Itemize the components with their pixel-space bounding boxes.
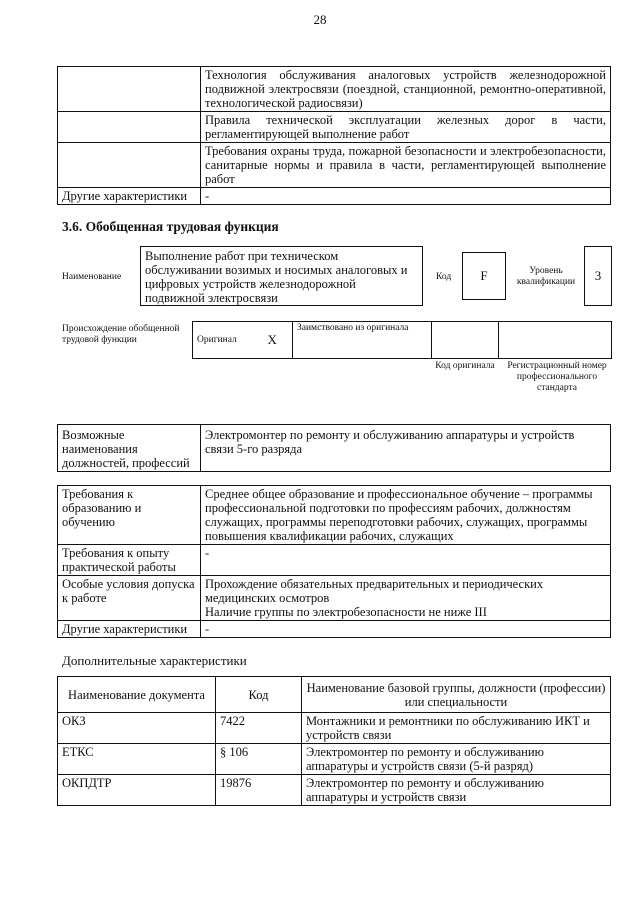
table-cell: § 106 [216, 744, 302, 775]
table-row [58, 486, 611, 545]
reg-number-caption: Регистрационный номер профессионального стандарта [507, 361, 607, 393]
additional-table [57, 676, 611, 806]
table-row [58, 775, 611, 806]
section-title: 3.6. Обобщенная трудовая функция [62, 219, 279, 234]
table-cell: Требования к опыту практической работы [58, 545, 201, 576]
table-cell: ЕТКС [58, 744, 216, 775]
table-cell: Правила технической эксплуатации железных дорог в части, регламентирующей выполнение работ [201, 112, 611, 143]
table-cell: - [201, 621, 611, 638]
table-cell: Требования к образованию и обучению [58, 486, 201, 545]
table-cell: Требования охраны труда, пожарной безопасности и электробезопасности, санитарные нормы и правила в части, регламентирующей выполнение работ [201, 143, 611, 188]
table-cell: Особые условия допуска к работе [58, 576, 201, 621]
table-cell: - [201, 188, 611, 205]
table-cell: Электромонтер по ремонту и обслуживанию аппаратуры и устройств связи [302, 775, 611, 806]
table-cell: Другие характеристики [58, 188, 201, 205]
table-row [193, 322, 612, 359]
table-row [58, 576, 611, 621]
page-number: 28 [313, 12, 327, 27]
table-row [58, 143, 611, 188]
original-mark: X [253, 322, 293, 359]
requirement-text: Прохождение обязательных предварительных и периодических медицинских осмотров [205, 577, 544, 605]
code-original-cell [432, 322, 499, 359]
table-cell: Монтажники и ремонтники по обслуживанию ИКТ и устройств связи [302, 713, 611, 744]
level-label: Уровень квалификации [516, 266, 576, 287]
table-row [58, 188, 611, 205]
table-cell: Электромонтер по ремонту и обслуживанию аппаратуры и устройств связи (5-й разряд) [302, 744, 611, 775]
table-row [58, 425, 611, 472]
table-cell: ОКПДТР [58, 775, 216, 806]
table-cell: Технология обслуживания аналоговых устройств железнодорожной подвижной электросвязи (поездной, станционной, ремонтно-оперативной, технологической радиосвязи) [201, 67, 611, 112]
table-cell: Электромонтер по ремонту и обслуживанию аппаратуры и устройств связи 5-го разряда [201, 425, 611, 472]
origin-label: Происхождение обобщенной трудовой функции [62, 324, 180, 345]
table-header-row [58, 677, 611, 713]
table-cell: Другие характеристики [58, 621, 201, 638]
code-original-caption: Код оригинала [435, 361, 495, 371]
requirement-text: Наличие группы по электробезопасности не ниже III [205, 605, 487, 619]
table-row [58, 621, 611, 638]
column-header: Код [216, 677, 302, 713]
level-box [584, 246, 612, 306]
table-row [58, 67, 611, 112]
column-header: Наименование базовой группы, должности (профессии) или специальности [302, 677, 611, 713]
table-row [58, 744, 611, 775]
function-name-box [140, 246, 423, 306]
table-cell: - [201, 545, 611, 576]
level-value: 3 [594, 268, 602, 283]
table-row [58, 713, 611, 744]
origin-table [192, 321, 612, 359]
table-cell [58, 112, 201, 143]
code-label: Код [436, 272, 452, 282]
table-cell [58, 143, 201, 188]
function-name: Выполнение работ при техническом обслуживании возимых и носимых аналоговых и цифровых устройств железнодорожной подвижной электросвязи [145, 249, 408, 305]
table-cell: Среднее общее образование и профессиональное обучение – программы профессиональной подготовки по профессиям рабочих, должностям служащих, программы переподготовки рабочих, служащих, программы повышения квалификации рабочих, служащих [201, 486, 611, 545]
column-header: Наименование документа [58, 677, 216, 713]
borrowed-label: Заимствовано из оригинала [293, 322, 432, 359]
original-label: Оригинал [193, 322, 253, 359]
table-cell: 19876 [216, 775, 302, 806]
requirements-table [57, 485, 611, 638]
table-cell: 7422 [216, 713, 302, 744]
table-row [58, 545, 611, 576]
reg-number-cell [499, 322, 612, 359]
positions-table [57, 424, 611, 472]
table-cell: ОКЗ [58, 713, 216, 744]
code-value: F [480, 268, 488, 283]
additional-title: Дополнительные характеристики [62, 653, 247, 668]
name-label: Наименование [62, 272, 122, 282]
table-cell [201, 576, 611, 621]
table-cell: Возможные наименования должностей, профессий [58, 425, 201, 472]
table-cell [58, 67, 201, 112]
table-row [58, 112, 611, 143]
code-box [462, 252, 506, 300]
top-knowledge-table [57, 66, 611, 205]
